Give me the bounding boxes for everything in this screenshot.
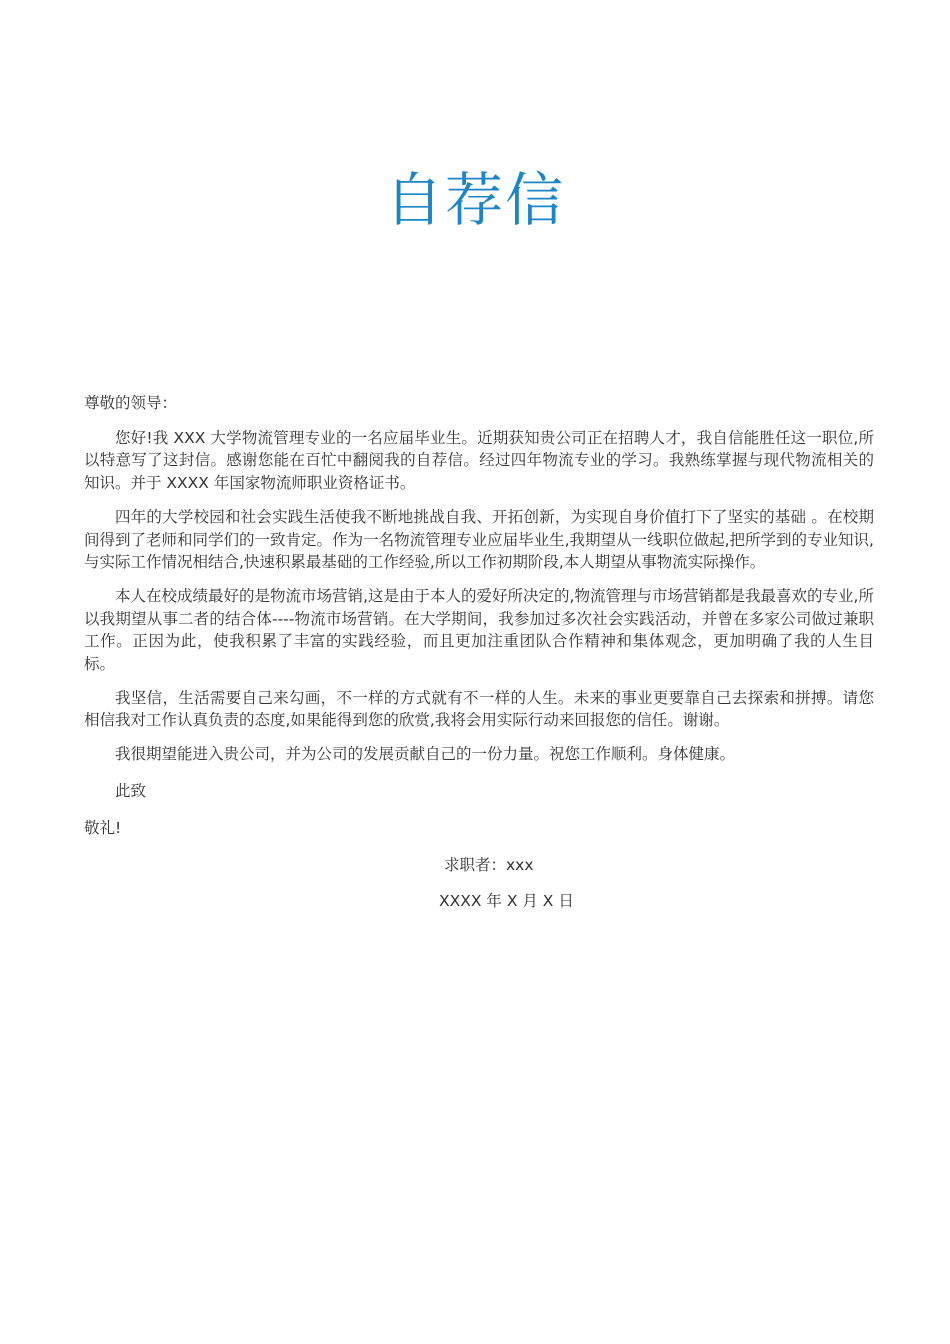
- paragraph-interest: 本人在校成绩最好的是物流市场营销,这是由于本人的爱好所决定的,物流管理与市场营销都是我最喜欢的专业,所以我期望从事二者的结合体----物流市场营销。在大学期间，我参加过多次社会实践活动，并曾在多家公司做过兼职工作。正因为此，使我积累了丰富的实践经验，而且更加注重团队合作精神和集体观念，更加明确了我的人生目标。: [84, 586, 874, 674]
- paragraph-belief: 我坚信，生活需要自己来勾画，不一样的方式就有不一样的人生。未来的事业更要靠自己去探索和拼搏。请您相信我对工作认真负责的态度,如果能得到您的欣赏,我将会用实际行动来回报您的信任。谢谢。: [84, 688, 874, 730]
- signature: 求职者：xxx: [444, 856, 534, 875]
- page-title: 自荐信: [384, 165, 565, 234]
- regards: 敬礼!: [84, 818, 122, 837]
- closing-phrase: 此致: [115, 781, 147, 800]
- closing-wish: 我很期望能进入贵公司，并为公司的发展贡献自己的一份力量。祝您工作顺利。身体健康。: [115, 745, 736, 764]
- salutation: 尊敬的领导：: [84, 394, 178, 412]
- paragraph-intro: 您好!我 XXX 大学物流管理专业的一名应届毕业生。近期获知贵公司正在招聘人才，我自信能胜任这一职位,所以特意写了这封信。感谢您能在百忙中翻阅我的自荐信。经过四年物流专业的学习。我熟练掌握与现代物流相关的知识。并于 XXXX 年国家物流师职业资格证书。: [84, 428, 874, 493]
- paragraph-experience: 四年的大学校园和社会实践生活使我不断地挑战自我、开拓创新，为实现自身价值打下了坚实的基础 。在校期间得到了老师和同学们的一致肯定。作为一名物流管理专业应届毕业生,我期望从一线职位做起,把所学到的专业知识,与实际工作情况相结合,快速积累最基础的工作经验,所以工作初期阶段,本人期望从事物流实际操作。: [84, 507, 874, 572]
- letter-body: [84, 392, 874, 913]
- date: XXXX 年 X 月 X 日: [439, 891, 574, 910]
